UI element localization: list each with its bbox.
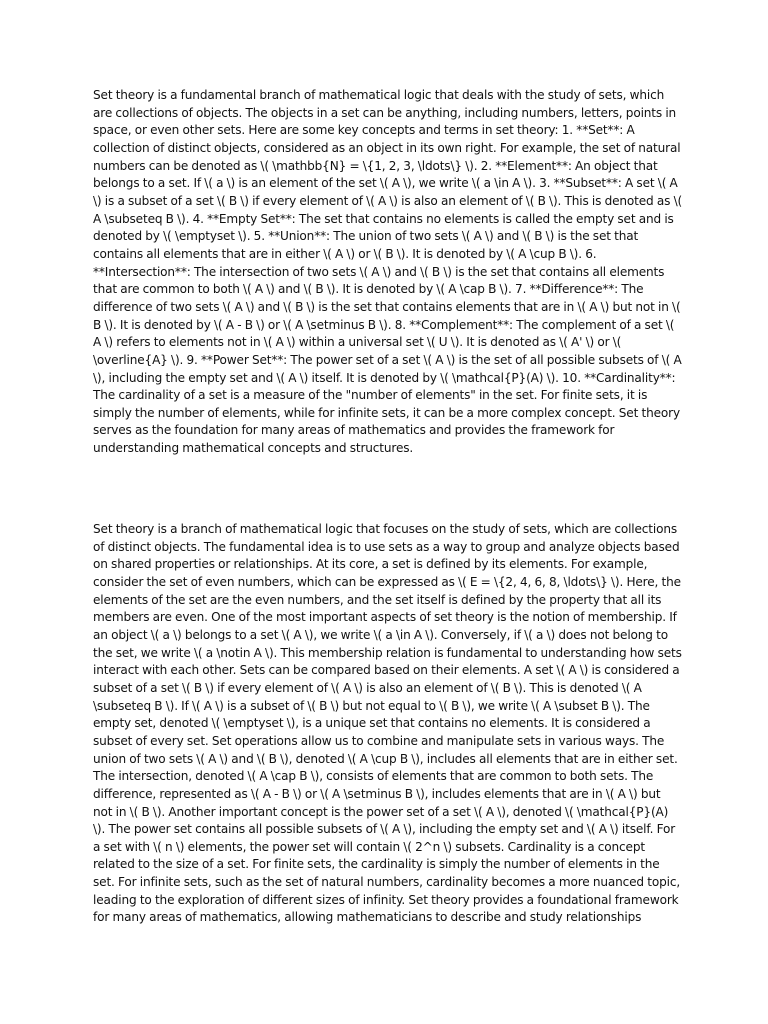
body-paragraph: Set theory is a branch of mathematical logic that focuses on the study of sets, which are collections of distinct objects. The fundamental idea is to use sets as a way to group and analyze objects based on shared properties or relationships. At its core, a set is defined by its elements. For example, consider the set of even numbers, which can be expressed as \( E = \{2, 4, 6, 8, \ldots\} \). Here, the elements of the set are the even numbers, and the set itself is defined by the property that all its members are even. One of the most important aspects of set theory is the notion of membership. If an object \( a \) belongs to a set \( A \), we write \( a \in A \). Conversely, if \( a \) does not belong to the set, we write \( a \notin A \). This membership relation is fundamental to understanding how sets interact with each other. Sets can be compared based on their elements. A set \( A \) is considered a subset of a set \( B \) if every element of \( A \) is also an element of \( B \). This is denoted \( A \subseteq B \). If \( A \) is a subset of \( B \) but not equal to \( B \), we write \( A \subset B \). The empty set, denoted \( \emptyset \), is a unique set that contains no elements. It is considered a subset of every set. Set operations allow us to combine and manipulate sets in various ways. The union of two sets \( A \) and \( B \), denoted \( A \cup B \), includes all elements that are in either set. The intersection, denoted \( A \cap B \), consists of elements that are common to both sets. The difference, represented as \( A - B \) or \( A \setminus B \), includes elements that are in \( A \) but not in \( B \). Another important concept is the power set of a set \( A \), denoted \( \mathcal{P}(A) \). The power set contains all possible subsets of \( A \), including the empty set and \( A \) itself. For a set with \( n \) elements, the power set will contain \( 2^n \) subsets. Cardinality is a concept related to the size of a set. For finite sets, the cardinality is simply the number of elements in the set. For infinite sets, such as the set of natural numbers, cardinality becomes a more nuanced topic, leading to the exploration of different sizes of infinity. Set theory provides a foundational framework for many areas of mathematics, allowing mathematicians to describe and study relationships [93,522,682,925]
body-paragraph: Set theory is a fundamental branch of mathematical logic that deals with the study of sets, which are collections of objects. The objects in a set can be anything, including numbers, letters, points in space, or even other sets. Here are some key concepts and terms in set theory: 1. **Set**: A collection of distinct objects, considered as an object in its own right. For example, the set of natural numbers can be denoted as \( \mathbb{N} = \{1, 2, 3, \ldots\} \). 2. **Element**: An object that belongs to a set. If \( a \) is an element of the set \( A \), we write \( a \in A \). 3. **Subset**: A set \( A \) is a subset of a set \( B \) if every element of \( A \) is also an element of \( B \). This is denoted as \( A \subseteq B \). 4. **Empty Set**: The set that contains no elements is called the empty set and is denoted by \( \emptyset \). 5. **Union**: The union of two sets \( A \) and \( B \) is the set that contains all elements that are in either \( A \) or \( B \). It is denoted by \( A \cup B \). 6. **Intersection**: The intersection of two sets \( A \) and \( B \) is the set that contains all elements that are common to both \( A \) and \( B \). It is denoted by \( A \cap B \). 7. **Difference**: The difference of two sets \( A \) and \( B \) is the set that contains elements that are in \( A \) but not in \( B \). It is denoted by \( A - B \) or \( A \setminus B \). 8. **Complement**: The complement of a set \( A \) refers to elements not in \( A \) within a universal set \( U \). It is denoted as \( A' \) or \( \overline{A} \). 9. **Power Set**: The power set of a set \( A \) is the set of all possible subsets of \( A \), including the empty set and \( A \) itself. It is denoted by \( \mathcal{P}(A) \). 10. **Cardinality**: The cardinality of a set is a measure of the "number of elements" in the set. For finite sets, it is simply the number of elements, while for infinite sets, it can be a more complex concept. Set theory serves as the foundation for many areas of mathematics and provides the framework for understanding mathematical concepts and structures. [93,88,683,456]
